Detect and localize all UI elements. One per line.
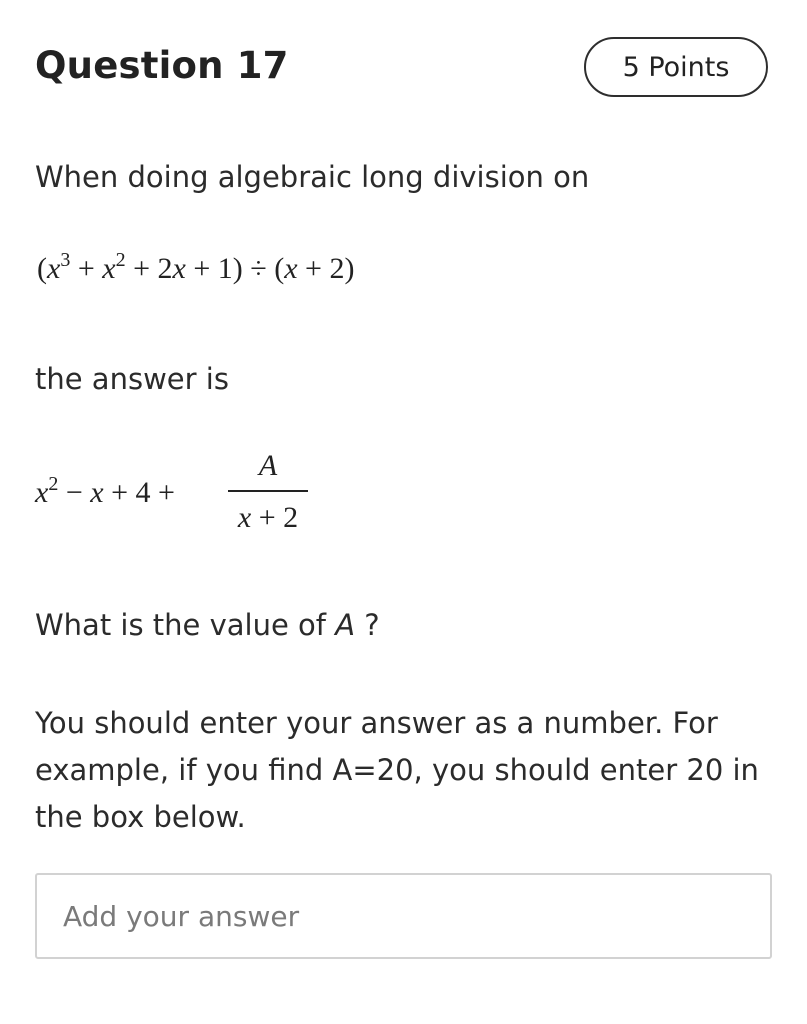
fraction-numerator: A (258, 449, 278, 482)
answer-is-text: the answer is (35, 362, 229, 396)
question-title: Question 17 (35, 44, 289, 87)
fraction-denominator: x + 2 (237, 501, 299, 534)
fraction-bar (228, 490, 308, 492)
answer-instructions: You should enter your answer as a number. For example, if you find A=20, you should enter 20 in the box below. (35, 706, 759, 834)
question-intro-text: When doing algebraic long division on (35, 160, 590, 194)
points-badge: 5 Points (584, 37, 768, 97)
answer-input[interactable] (35, 873, 772, 959)
dividend-expression: $(x^3 + x^2 + 2x + 1) \div (x + 2)$ (37, 249, 355, 285)
quotient-expression: $x^2 - x + 4$ + (35, 473, 175, 509)
remainder-fraction (228, 448, 308, 536)
value-question-text: What is the value of A ? (35, 608, 380, 642)
